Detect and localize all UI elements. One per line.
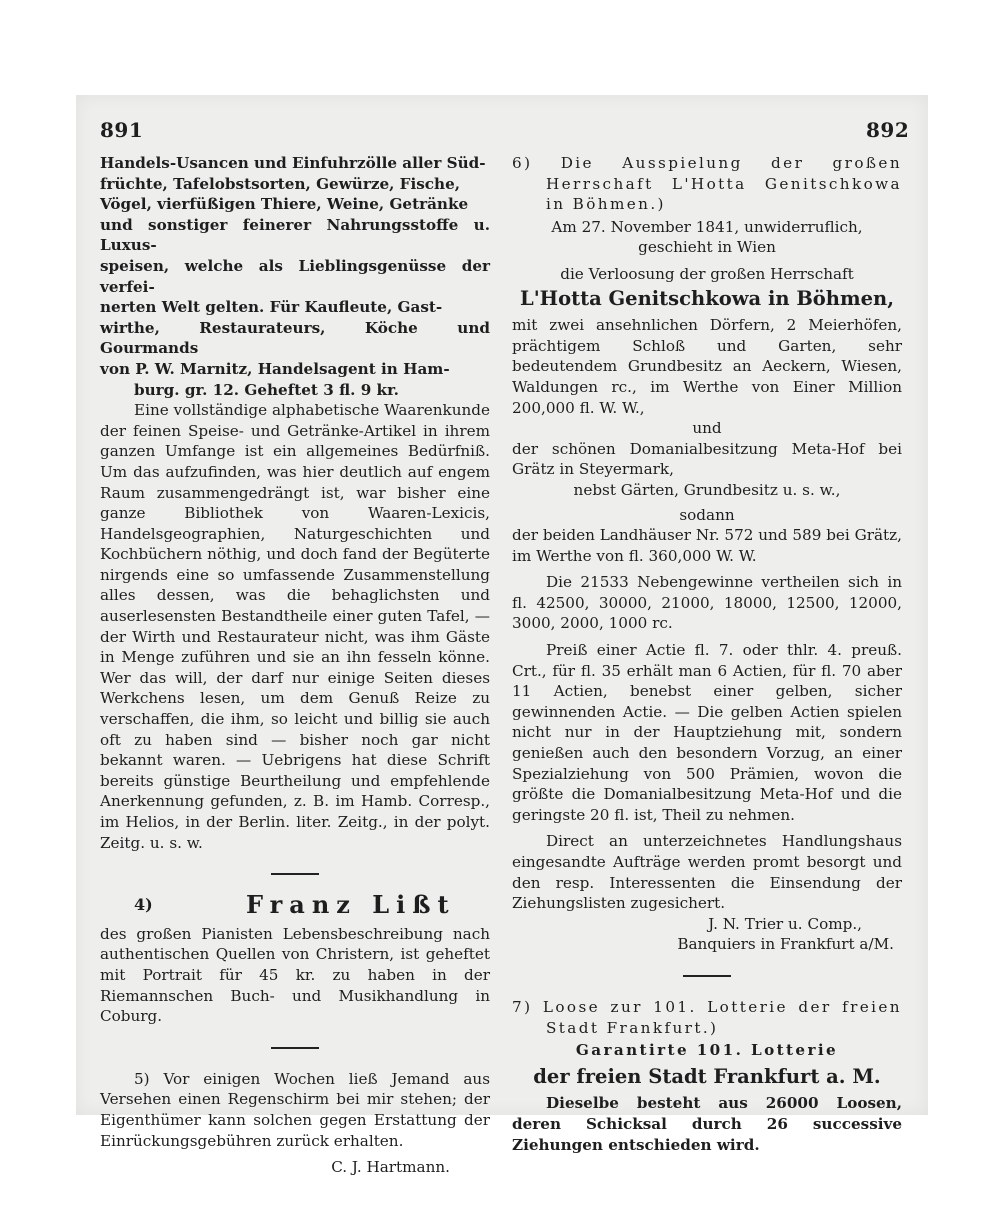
item-7-title: der freien Stadt Frankfurt a. M. — [533, 1064, 881, 1088]
item-7-heading: 7) Loose zur 101. Lotterie der freien Stadt Frankfurt.) — [512, 997, 902, 1037]
estate-name: L'Hotta Genitschkowa in Böhmen, — [519, 286, 894, 310]
book-description: Eine vollständige alphabetische Waarenkunde der feinen Speise- und Getränke-Artikel in ihrem ganzen Umfange ist ein allgemeines Bedürfniß. Um das aufzufinden, was hier deutlich auf engem Raum zusammengedrängt ist, war bisher eine ganze Bibliothek von Waaren-Lexicis, Handelsgeographien, Naturgeschichten und Kochbüchern nöthig, und doch fand der Begüterte nirgends eine so umfassende Zusammenstellung alles dessen, was die behaglichsten und auserlesensten Bestandtheile einer guten Tafel, — der Wirth und Restaurateur nicht, was ihm Gäste in Menge zuführen und sie an ihn fesseln könne. Wer das will, der darf nur einige Seiten dieses Werkchens lesen, um dem Genuß Reize zu verschaffen, die ihm, so leicht und billig sie auch oft zu haben sind — bisher noch gar nicht bekannt waren. — Uebrigens hat diese Schrift bereits günstige Beurtheilung und empfehlende Anerkennung gefunden, z. B. im Hamb. Corresp., im Helios, in der Berlin. liter. Zeitg., in der polyt. Zeitg. u. s. w. — [100, 401, 490, 852]
book-title-line: und sonstiger feinerer Nahrungsstoffe u. Luxus- — [100, 215, 490, 255]
item-4-heading — [100, 890, 490, 920]
book-title-line: früchte, Tafelobstsorten, Gewürze, Fische, — [100, 174, 461, 193]
book-price: burg. gr. 12. Geheftet 3 fl. 9 kr. — [134, 380, 399, 399]
item-6-heading: 6) Die Ausspielung der großen Herrschaft L'Hotta Genitschkowa in Böhmen.) — [512, 154, 902, 214]
meta-hof-line: der schönen Domanialbesitzung Meta-Hof bei Grätz in Steyermark, — [512, 439, 902, 479]
item-4-text: des großen Pianisten Lebensbeschreibung nach authentischen Quellen von Christern, ist geheftet mit Portrait für 45 kr. zu haben in der Riemannschen Buch- und Musikhandlung in Coburg. — [100, 924, 490, 1026]
book-title-line: von P. W. Marnitz, Handelsagent in Ham- — [100, 359, 450, 378]
book-title-line: nerten Welt gelten. Für Kaufleute, Gast- — [100, 298, 443, 317]
und-line: und — [692, 419, 722, 438]
direct-paragraph: Direct an unterzeichnetes Handlungshaus eingesandte Aufträge werden promt besorgt und den resp. Interessenten die Einsendung der Ziehungslisten zugesichert. — [512, 832, 902, 913]
item-5-text: 5) Vor einigen Wochen ließ Jemand aus Versehen einen Regenschirm bei mir stehen; der Eigenthümer kann solchen gegen Erstattung der Einrückungsgebühren zurück erhalten. — [100, 1069, 490, 1150]
signature-location: Banquiers in Frankfurt a/M. — [677, 935, 894, 954]
page-number-right: 892 — [866, 118, 910, 142]
item-7-subtitle: Garantirte 101. Lotterie — [575, 1041, 839, 1060]
place-line: geschieht in Wien — [638, 238, 776, 257]
divider — [271, 873, 319, 875]
divider — [683, 975, 731, 977]
nebst-line: nebst Gärten, Grundbesitz u. s. w., — [573, 480, 841, 499]
item-4-name: Franz Lißt — [246, 890, 456, 920]
landhaeuser-line: der beiden Landhäuser Nr. 572 und 589 bei Grätz, im Werthe von fl. 360,000 W. W. — [512, 526, 902, 565]
item-7-text: Dieselbe besteht aus 26000 Loosen, deren Schicksal durch 26 successive Ziehungen entschieden wird. — [512, 1094, 902, 1154]
page-number-left: 891 — [100, 118, 144, 142]
divider — [271, 1047, 319, 1049]
book-title-line: wirthe, Restaurateurs, Köche und Gourmands — [100, 318, 490, 358]
nebengewinne-paragraph: Die 21533 Nebengewinne vertheilen sich in fl. 42500, 30000, 21000, 18000, 12500, 12000, 3000, 2000, 1000 rc. — [512, 573, 902, 633]
preis-paragraph: Preiß einer Actie fl. 7. oder thlr. 4. preuß. Crt., für fl. 35 erhält man 6 Actien, für fl. 70 aber 11 Actien, benebst einer gelben, sicher gewinnenden Actie. — Die gelben Actien spielen nicht nur in der Hauptziehung mit, sondern genießen auch den besondern Vorzug, an einer Spezialziehung von 500 Prämien, wovon die größte die Domanialbesitzung Meta-Hof und die geringste 20 fl. ist, Theil zu nehmen. — [512, 641, 902, 824]
item-5-signature: C. J. Hartmann. — [331, 1158, 450, 1177]
book-title-line: Handels-Usancen und Einfuhrzölle aller Süd- — [100, 154, 486, 172]
signature-company: J. N. Trier u. Comp., — [708, 914, 862, 933]
item-4-number: 4) — [134, 895, 153, 915]
lottery-intro: die Verloosung der großen Herrschaft — [560, 264, 854, 283]
right-column — [512, 153, 902, 1155]
sodann-line: sodann — [679, 505, 735, 524]
book-title — [100, 153, 490, 400]
book-title-line: Vögel, vierfüßigen Thiere, Weine, Getränke — [100, 195, 469, 214]
date-line: Am 27. November 1841, unwiderruflich, — [551, 217, 863, 236]
book-title-line: speisen, welche als Lieblingsgenüsse der verfei- — [100, 256, 490, 296]
left-column — [100, 153, 490, 1178]
estate-details: mit zwei ansehnlichen Dörfern, 2 Meierhöfen, prächtigem Schloß und Garten, sehr bedeutendem Grundbesitz an Aeckern, Wiesen, Waldungen rc., im Werthe von Einer Million 200,000 fl. W. W., — [512, 316, 902, 417]
